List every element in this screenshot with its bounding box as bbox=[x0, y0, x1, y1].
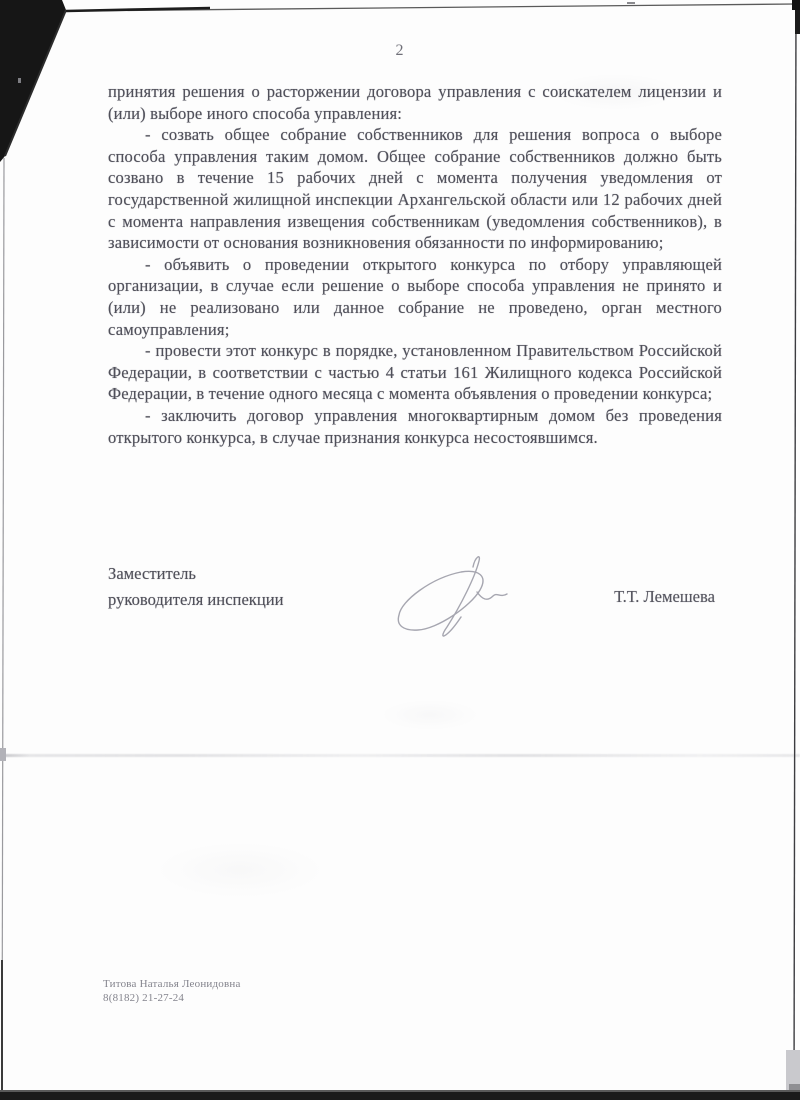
signer-name: Т.Т. Лемешева bbox=[614, 587, 715, 606]
signer-position bbox=[108, 561, 408, 613]
executor-footer bbox=[103, 978, 241, 1005]
body-paragraph: - созвать общее собрание собственников для решения вопроса о выборе способа управления таким домом. Общее собрание собственников должно быть созвано в течение 15 рабочих дней с момента получения уведомления от государственной жилищной инспекции Архангельской области или 12 рабочих дней с момента направления извещения собственникам (уведомления собственников), в зависимости от основания возникновения обязанности по информированию; bbox=[108, 125, 722, 253]
signer-position-line2: руководителя инспекции bbox=[108, 590, 284, 609]
body-paragraph: - заключить договор управления многоквартирным домом без проведения открытого конкурса, в случае признания конкурса несостоявшимся. bbox=[108, 405, 722, 447]
body-paragraph: принятия решения о расторжении договора управления с соискателем лицензии и (или) выборе иного способа управления: bbox=[108, 82, 722, 123]
executor-phone: 8(8182) 21-27-24 bbox=[103, 991, 185, 1004]
executor-name: Титова Наталья Леонидовна bbox=[103, 978, 241, 990]
body-paragraph: - объявить о проведении открытого конкурса по отбору управляющей организации, в случае если решение о выборе способа управления не принято и (или) не реализовано или данное собрание не проведено, орган местного самоуправления; bbox=[108, 254, 722, 339]
body-paragraph: - провести этот конкурс в порядке, установленном Правительством Российской Федерации, в соответствии с частью 4 статьи 161 Жилищного кодекса Российской Федерации, в течение одного месяца с момента объявления о проведении конкурса; bbox=[108, 341, 722, 404]
fold-crease bbox=[0, 754, 800, 757]
document-body bbox=[108, 81, 722, 448]
page-number: 2 bbox=[395, 42, 405, 59]
signer-position-line1: Заместитель bbox=[108, 564, 196, 583]
handwritten-signature bbox=[383, 545, 523, 645]
